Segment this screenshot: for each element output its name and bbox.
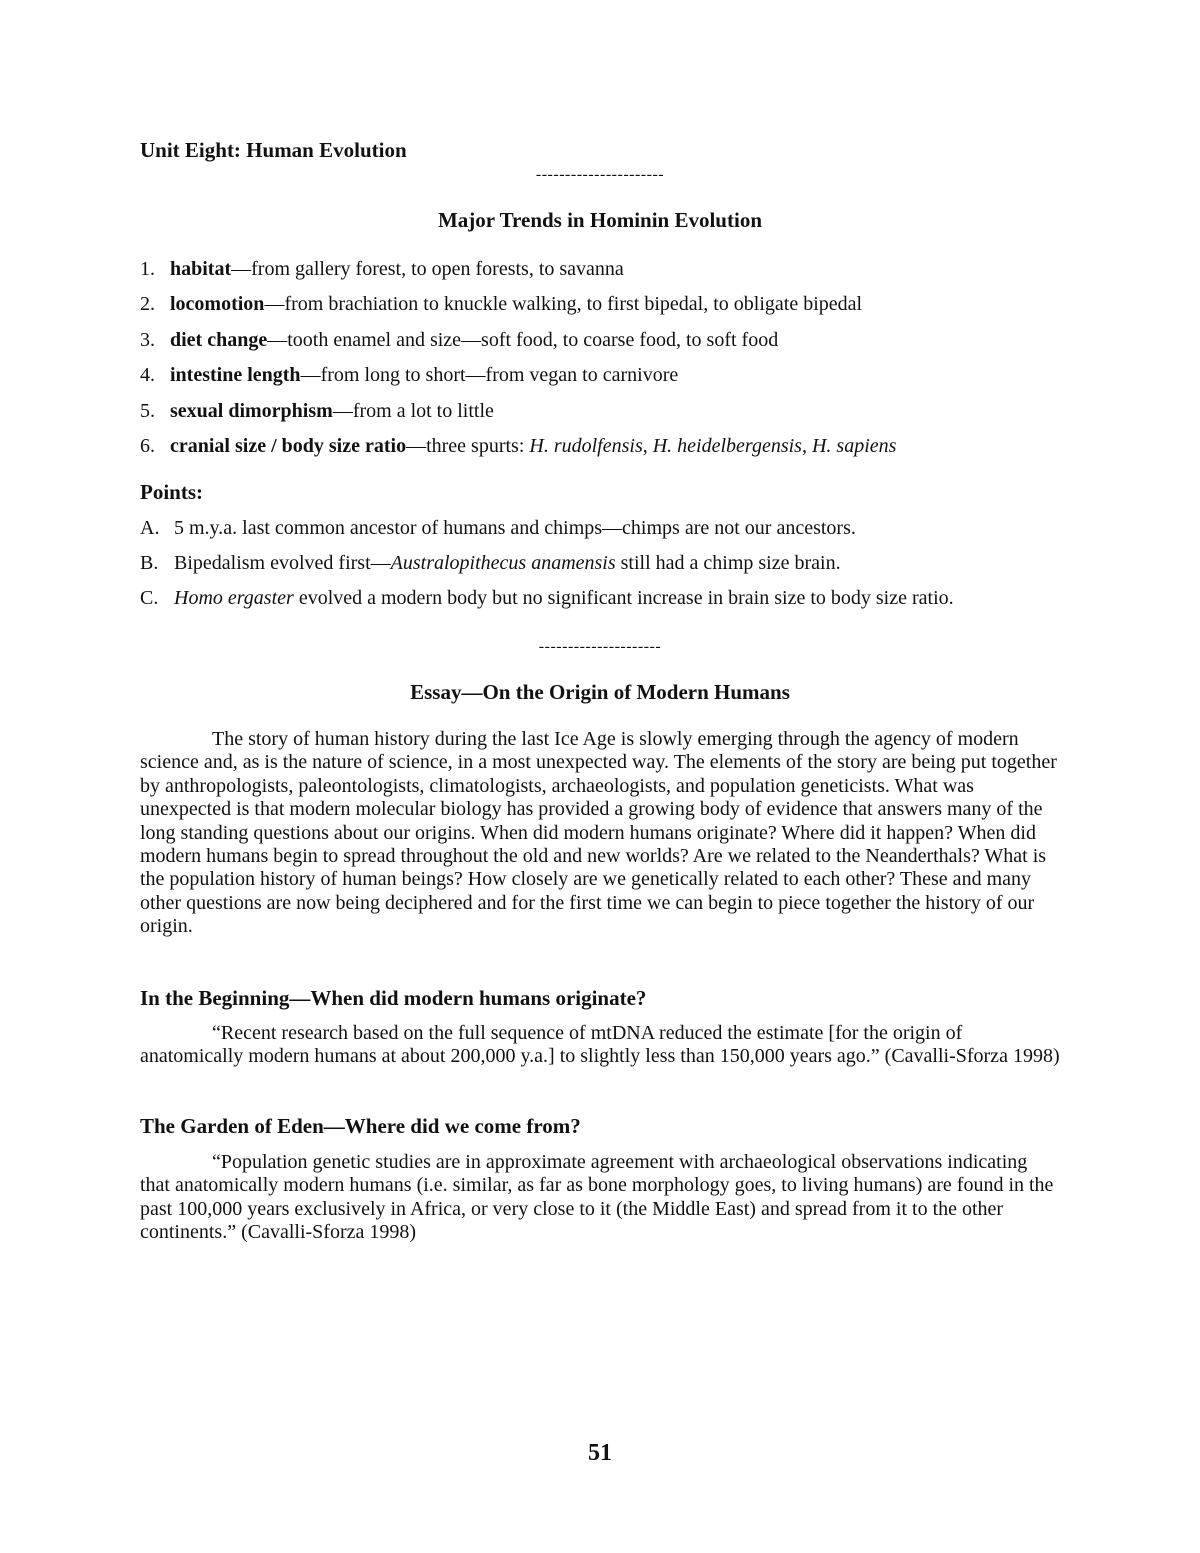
quote-paragraph xyxy=(140,1151,1060,1245)
item-number: 4. xyxy=(140,364,155,387)
item-number: 5. xyxy=(140,399,155,422)
item-text: —three spurts: xyxy=(406,434,530,457)
item-text: —from gallery forest, to open forests, to savanna xyxy=(231,258,624,280)
quote-text: “Recent research based on the full sequence of mtDNA reduced the estimate [for the origin of anatomically modern humans at about 200,000 y.a.] to slightly less than 150,000 years ago.” (Cavalli-Sforza 1998) xyxy=(140,1022,1060,1068)
point-letter: B. xyxy=(140,552,159,574)
essay-paragraph xyxy=(140,728,1060,939)
document-page xyxy=(140,0,1060,1553)
separator: , xyxy=(801,434,812,457)
point-b xyxy=(140,551,1060,575)
item-text: —from long to short—from vegan to carnivore xyxy=(300,364,679,387)
trends-title: Major Trends in Hominin Evolution xyxy=(437,208,762,232)
list-item xyxy=(140,291,1060,326)
item-text: —from a lot to little xyxy=(332,399,494,422)
item-term: cranial size / body size ratio xyxy=(170,434,407,457)
point-letter: A. xyxy=(140,517,160,539)
species-name: Australopithecus anamensis xyxy=(390,552,616,574)
list-item xyxy=(140,256,1060,291)
point-letter: C. xyxy=(140,587,159,609)
point-a xyxy=(140,516,1060,540)
item-text: —tooth enamel and size—soft food, to coarse food, to soft food xyxy=(267,328,779,351)
trends-list xyxy=(140,256,1060,468)
points-title: Points: xyxy=(140,480,203,504)
point-text: 5 m.y.a. last common ancestor of humans and chimps—chimps are not our ancestors. xyxy=(174,517,856,539)
item-term: sexual dimorphism xyxy=(170,399,333,422)
divider-line: --------------------- xyxy=(538,638,662,655)
point-text: evolved a modern body but no significant increase in brain size to body size ratio. xyxy=(293,587,954,609)
item-number: 1. xyxy=(140,258,155,280)
list-item xyxy=(140,362,1060,397)
item-term: intestine length xyxy=(170,364,301,387)
list-item xyxy=(140,327,1060,362)
item-text: —from brachiation to knuckle walking, to first bipedal, to obligate bipedal xyxy=(264,293,863,316)
item-term: diet change xyxy=(170,328,268,351)
quote-paragraph xyxy=(140,1022,1060,1069)
points-list xyxy=(140,516,1060,621)
species-name: H. sapiens xyxy=(811,434,897,457)
list-item xyxy=(140,398,1060,433)
list-item xyxy=(140,433,1060,468)
item-term: locomotion xyxy=(170,293,265,316)
item-term: habitat xyxy=(170,258,232,280)
item-number: 6. xyxy=(140,434,155,457)
item-number: 3. xyxy=(140,328,155,351)
species-name: Homo ergaster xyxy=(174,587,294,609)
page-number: 51 xyxy=(588,1440,612,1466)
separator: , xyxy=(642,434,653,457)
essay-text: The story of human history during the last Ice Age is slowly emerging through the agency of modern science and, as is the nature of science, in a most unexpected way. The elements of the story are being put together by anthropologists, paleontologists, climatologists, archaeologists, and population geneticists. What was unexpected is that modern molecular biology has provided a growing body of evidence that answers many of the long standing questions about our origins. When did modern humans originate? Where did it happen? When did modern humans begin to spread throughout the old and new worlds? Are we related to the Neanderthals? What is the population history of human beings? How closely are we genetically related to each other? These and many other questions are now being deciphered and for the first time we can begin to piece together the history of our origin. xyxy=(140,728,1057,938)
species-name: H. heidelbergensis xyxy=(652,434,802,457)
point-text: still had a chimp size brain. xyxy=(615,552,841,574)
unit-title: Unit Eight: Human Evolution xyxy=(140,138,407,162)
item-number: 2. xyxy=(140,293,155,316)
essay-title: Essay—On the Origin of Modern Humans xyxy=(410,680,790,704)
section-heading-eden: The Garden of Eden—Where did we come from? xyxy=(140,1114,581,1138)
section-heading-beginning: In the Beginning—When did modern humans originate? xyxy=(140,986,647,1010)
divider-line: ---------------------- xyxy=(535,166,665,183)
quote-text: “Population genetic studies are in approximate agreement with archaeological observations indicating that anatomically modern humans (i.e. similar, as far as bone morphology goes, to living humans) are found in the past 100,000 years exclusively in Africa, or very close to it (the Middle East) and spread from it to the other continents.” (Cavalli-Sforza 1998) xyxy=(140,1151,1054,1244)
point-text: Bipedalism evolved first— xyxy=(174,552,391,574)
point-c xyxy=(140,586,1060,610)
species-name: H. rudolfensis xyxy=(529,434,643,457)
